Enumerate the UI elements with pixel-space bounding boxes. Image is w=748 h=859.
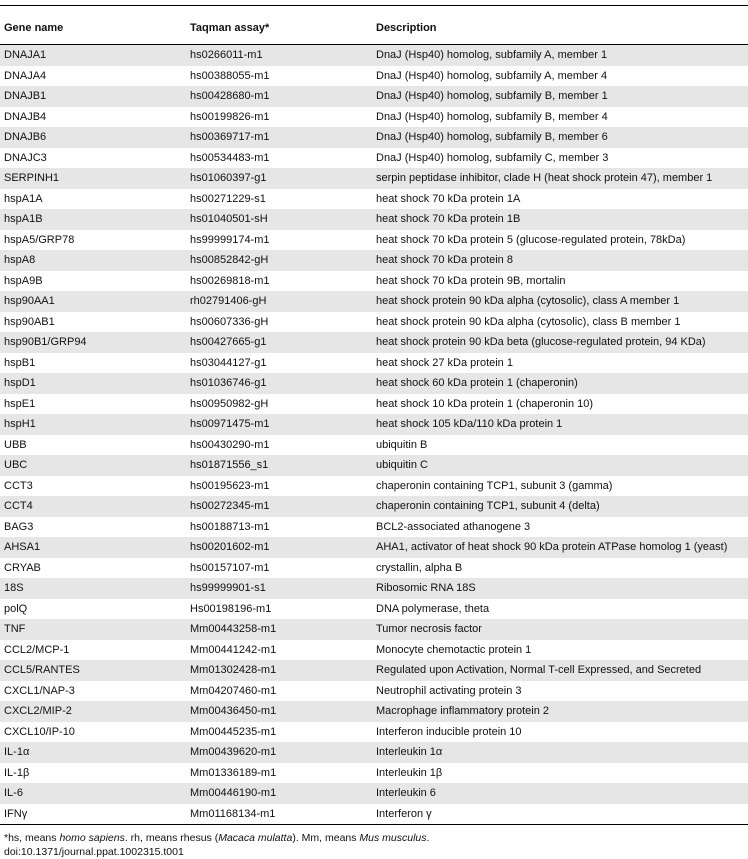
- gene-name-cell: hsp90B1/GRP94: [0, 332, 186, 353]
- header-row: [0, 22, 748, 45]
- taqman-assay-cell: hs99999901-s1: [186, 578, 372, 599]
- taqman-assay-cell: hs00428680-m1: [186, 86, 372, 107]
- description-cell: Neutrophil activating protein 3: [372, 681, 748, 702]
- header-gene-name: Gene name: [0, 22, 186, 45]
- table-row: [0, 230, 748, 251]
- table-row: [0, 722, 748, 743]
- taqman-assay-cell: hs00201602-m1: [186, 537, 372, 558]
- gene-name-cell: CCT3: [0, 476, 186, 497]
- taqman-assay-cell: hs01060397-g1: [186, 168, 372, 189]
- gene-name-cell: DNAJB1: [0, 86, 186, 107]
- taqman-assay-cell: hs00195623-m1: [186, 476, 372, 497]
- taqman-assay-cell: hs00852842-gH: [186, 250, 372, 271]
- taqman-assay-cell: Mm00441242-m1: [186, 640, 372, 661]
- description-cell: heat shock 27 kDa protein 1: [372, 353, 748, 374]
- gene-name-cell: TNF: [0, 619, 186, 640]
- gene-name-cell: DNAJB6: [0, 127, 186, 148]
- table-row: [0, 783, 748, 804]
- table-row: [0, 537, 748, 558]
- description-cell: Monocyte chemotactic protein 1: [372, 640, 748, 661]
- taqman-assay-cell: hs00188713-m1: [186, 517, 372, 538]
- taqman-assay-cell: hs00607336-gH: [186, 312, 372, 333]
- taqman-assay-cell: hs99999174-m1: [186, 230, 372, 251]
- description-cell: DnaJ (Hsp40) homolog, subfamily C, member 3: [372, 148, 748, 169]
- gene-name-cell: IL-1β: [0, 763, 186, 784]
- description-cell: Interleukin 1α: [372, 742, 748, 763]
- taqman-assay-cell: Mm00445235-m1: [186, 722, 372, 743]
- gene-name-cell: SERPINH1: [0, 168, 186, 189]
- table-row: [0, 332, 748, 353]
- gene-name-cell: AHSA1: [0, 537, 186, 558]
- table-row: [0, 804, 748, 825]
- description-cell: DnaJ (Hsp40) homolog, subfamily B, member 1: [372, 86, 748, 107]
- description-cell: Interleukin 1β: [372, 763, 748, 784]
- gene-name-cell: BAG3: [0, 517, 186, 538]
- table-row: [0, 435, 748, 456]
- taqman-assay-cell: Mm01302428-m1: [186, 660, 372, 681]
- gene-name-cell: CCL2/MCP-1: [0, 640, 186, 661]
- table-row: [0, 455, 748, 476]
- description-cell: DnaJ (Hsp40) homolog, subfamily A, member 1: [372, 45, 748, 66]
- table-row: [0, 476, 748, 497]
- table-row: [0, 619, 748, 640]
- gene-table: [0, 22, 748, 825]
- table-row: [0, 291, 748, 312]
- taqman-assay-cell: hs00971475-m1: [186, 414, 372, 435]
- gene-name-cell: hspH1: [0, 414, 186, 435]
- table-row: [0, 271, 748, 292]
- gene-name-cell: DNAJA1: [0, 45, 186, 66]
- description-cell: heat shock protein 90 kDa beta (glucose-regulated protein, 94 KDa): [372, 332, 748, 353]
- taqman-assay-cell: Mm01168134-m1: [186, 804, 372, 825]
- gene-name-cell: hsp90AA1: [0, 291, 186, 312]
- table-row: [0, 127, 748, 148]
- taqman-assay-cell: Mm00439620-m1: [186, 742, 372, 763]
- gene-name-cell: UBB: [0, 435, 186, 456]
- table-row: [0, 107, 748, 128]
- header-taqman-assay: Taqman assay*: [186, 22, 372, 45]
- gene-name-cell: CCT4: [0, 496, 186, 517]
- description-cell: chaperonin containing TCP1, subunit 4 (delta): [372, 496, 748, 517]
- gene-name-cell: IFNγ: [0, 804, 186, 825]
- taqman-assay-cell: hs00369717-m1: [186, 127, 372, 148]
- table-row: [0, 681, 748, 702]
- footnote-text-4: .: [426, 832, 430, 844]
- table-row: [0, 701, 748, 722]
- description-cell: heat shock 60 kDa protein 1 (chaperonin): [372, 373, 748, 394]
- table-row: [0, 45, 748, 66]
- description-cell: heat shock 70 kDa protein 5 (glucose-regulated protein, 78kDa): [372, 230, 748, 251]
- gene-name-cell: hsp90AB1: [0, 312, 186, 333]
- taqman-assay-cell: Mm01336189-m1: [186, 763, 372, 784]
- taqman-assay-cell: hs00271229-s1: [186, 189, 372, 210]
- taqman-assay-cell: hs01036746-g1: [186, 373, 372, 394]
- table-row: [0, 496, 748, 517]
- taqman-assay-cell: hs00269818-m1: [186, 271, 372, 292]
- description-cell: Interferon inducible protein 10: [372, 722, 748, 743]
- taqman-assay-cell: Mm00436450-m1: [186, 701, 372, 722]
- footnote-text-1: *hs, means: [4, 832, 60, 844]
- description-cell: BCL2-associated athanogene 3: [372, 517, 748, 538]
- table-row: [0, 66, 748, 87]
- taqman-assay-cell: hs00199826-m1: [186, 107, 372, 128]
- description-cell: heat shock 70 kDa protein 9B, mortalin: [372, 271, 748, 292]
- gene-name-cell: CXCL10/IP-10: [0, 722, 186, 743]
- description-cell: DnaJ (Hsp40) homolog, subfamily A, member 4: [372, 66, 748, 87]
- description-cell: Macrophage inflammatory protein 2: [372, 701, 748, 722]
- table-row: [0, 373, 748, 394]
- table-row: [0, 168, 748, 189]
- gene-name-cell: DNAJC3: [0, 148, 186, 169]
- gene-name-cell: hspD1: [0, 373, 186, 394]
- top-rule: [0, 5, 748, 6]
- gene-name-cell: 18S: [0, 578, 186, 599]
- taqman-assay-cell: hs00427665-g1: [186, 332, 372, 353]
- table-container: [0, 5, 748, 859]
- gene-name-cell: hspE1: [0, 394, 186, 415]
- taqman-assay-cell: hs00534483-m1: [186, 148, 372, 169]
- description-cell: Tumor necrosis factor: [372, 619, 748, 640]
- taqman-assay-cell: rh02791406-gH: [186, 291, 372, 312]
- description-cell: DNA polymerase, theta: [372, 599, 748, 620]
- description-cell: DnaJ (Hsp40) homolog, subfamily B, member 4: [372, 107, 748, 128]
- taqman-assay-cell: hs00388055-m1: [186, 66, 372, 87]
- table-row: [0, 86, 748, 107]
- gene-name-cell: hspA8: [0, 250, 186, 271]
- header-description: Description: [372, 22, 748, 45]
- taqman-assay-cell: Hs00198196-m1: [186, 599, 372, 620]
- description-cell: heat shock 70 kDa protein 8: [372, 250, 748, 271]
- gene-name-cell: polQ: [0, 599, 186, 620]
- description-cell: crystallin, alpha B: [372, 558, 748, 579]
- gene-name-cell: CXCL2/MIP-2: [0, 701, 186, 722]
- description-cell: Regulated upon Activation, Normal T-cell Expressed, and Secreted: [372, 660, 748, 681]
- table-row: [0, 189, 748, 210]
- taqman-assay-cell: hs0266011-m1: [186, 45, 372, 66]
- gene-name-cell: CRYAB: [0, 558, 186, 579]
- table-row: [0, 353, 748, 374]
- description-cell: heat shock 70 kDa protein 1B: [372, 209, 748, 230]
- gene-name-cell: IL-1α: [0, 742, 186, 763]
- description-cell: heat shock 10 kDa protein 1 (chaperonin 10): [372, 394, 748, 415]
- description-cell: heat shock 105 kDa/110 kDa protein 1: [372, 414, 748, 435]
- taqman-assay-cell: hs00272345-m1: [186, 496, 372, 517]
- table-row: [0, 312, 748, 333]
- description-cell: AHA1, activator of heat shock 90 kDa protein ATPase homolog 1 (yeast): [372, 537, 748, 558]
- table-row: [0, 394, 748, 415]
- footnote-species-1: homo sapiens: [59, 832, 125, 844]
- gene-name-cell: IL-6: [0, 783, 186, 804]
- table-row: [0, 517, 748, 538]
- taqman-assay-cell: hs00430290-m1: [186, 435, 372, 456]
- taqman-assay-cell: hs00950982-gH: [186, 394, 372, 415]
- description-cell: heat shock 70 kDa protein 1A: [372, 189, 748, 210]
- footnote-text-2: . rh, means rhesus (: [124, 832, 219, 844]
- table-row: [0, 414, 748, 435]
- gene-name-cell: hspA1B: [0, 209, 186, 230]
- table-row: [0, 148, 748, 169]
- table-row: [0, 599, 748, 620]
- taqman-assay-cell: hs01871556_s1: [186, 455, 372, 476]
- gene-name-cell: CCL5/RANTES: [0, 660, 186, 681]
- table-row: [0, 640, 748, 661]
- table-footnote: [0, 831, 748, 859]
- gene-name-cell: UBC: [0, 455, 186, 476]
- doi-line: doi:10.1371/journal.ppat.1002315.t001: [4, 846, 184, 858]
- footnote-species-2: Macaca mulatta: [218, 832, 293, 844]
- table-row: [0, 209, 748, 230]
- description-cell: chaperonin containing TCP1, subunit 3 (gamma): [372, 476, 748, 497]
- taqman-assay-cell: Mm04207460-m1: [186, 681, 372, 702]
- footnote-text-3: ). Mm, means: [292, 832, 360, 844]
- taqman-assay-cell: hs03044127-g1: [186, 353, 372, 374]
- description-cell: Interleukin 6: [372, 783, 748, 804]
- gene-name-cell: hspB1: [0, 353, 186, 374]
- description-cell: ubiquitin C: [372, 455, 748, 476]
- description-cell: DnaJ (Hsp40) homolog, subfamily B, member 6: [372, 127, 748, 148]
- gene-name-cell: DNAJA4: [0, 66, 186, 87]
- table-row: [0, 742, 748, 763]
- description-cell: Ribosomic RNA 18S: [372, 578, 748, 599]
- footnote-species-3: Mus musculus: [359, 832, 427, 844]
- description-cell: serpin peptidase inhibitor, clade H (heat shock protein 47), member 1: [372, 168, 748, 189]
- description-cell: heat shock protein 90 kDa alpha (cytosolic), class B member 1: [372, 312, 748, 333]
- table-body: [0, 45, 748, 825]
- taqman-assay-cell: Mm00446190-m1: [186, 783, 372, 804]
- gene-name-cell: hspA5/GRP78: [0, 230, 186, 251]
- table-row: [0, 763, 748, 784]
- gene-name-cell: DNAJB4: [0, 107, 186, 128]
- taqman-assay-cell: hs01040501-sH: [186, 209, 372, 230]
- table-row: [0, 558, 748, 579]
- taqman-assay-cell: Mm00443258-m1: [186, 619, 372, 640]
- table-row: [0, 578, 748, 599]
- description-cell: Interferon γ: [372, 804, 748, 825]
- gene-name-cell: hspA1A: [0, 189, 186, 210]
- gene-name-cell: CXCL1/NAP-3: [0, 681, 186, 702]
- table-row: [0, 250, 748, 271]
- description-cell: heat shock protein 90 kDa alpha (cytosolic), class A member 1: [372, 291, 748, 312]
- table-row: [0, 660, 748, 681]
- taqman-assay-cell: hs00157107-m1: [186, 558, 372, 579]
- gene-name-cell: hspA9B: [0, 271, 186, 292]
- description-cell: ubiquitin B: [372, 435, 748, 456]
